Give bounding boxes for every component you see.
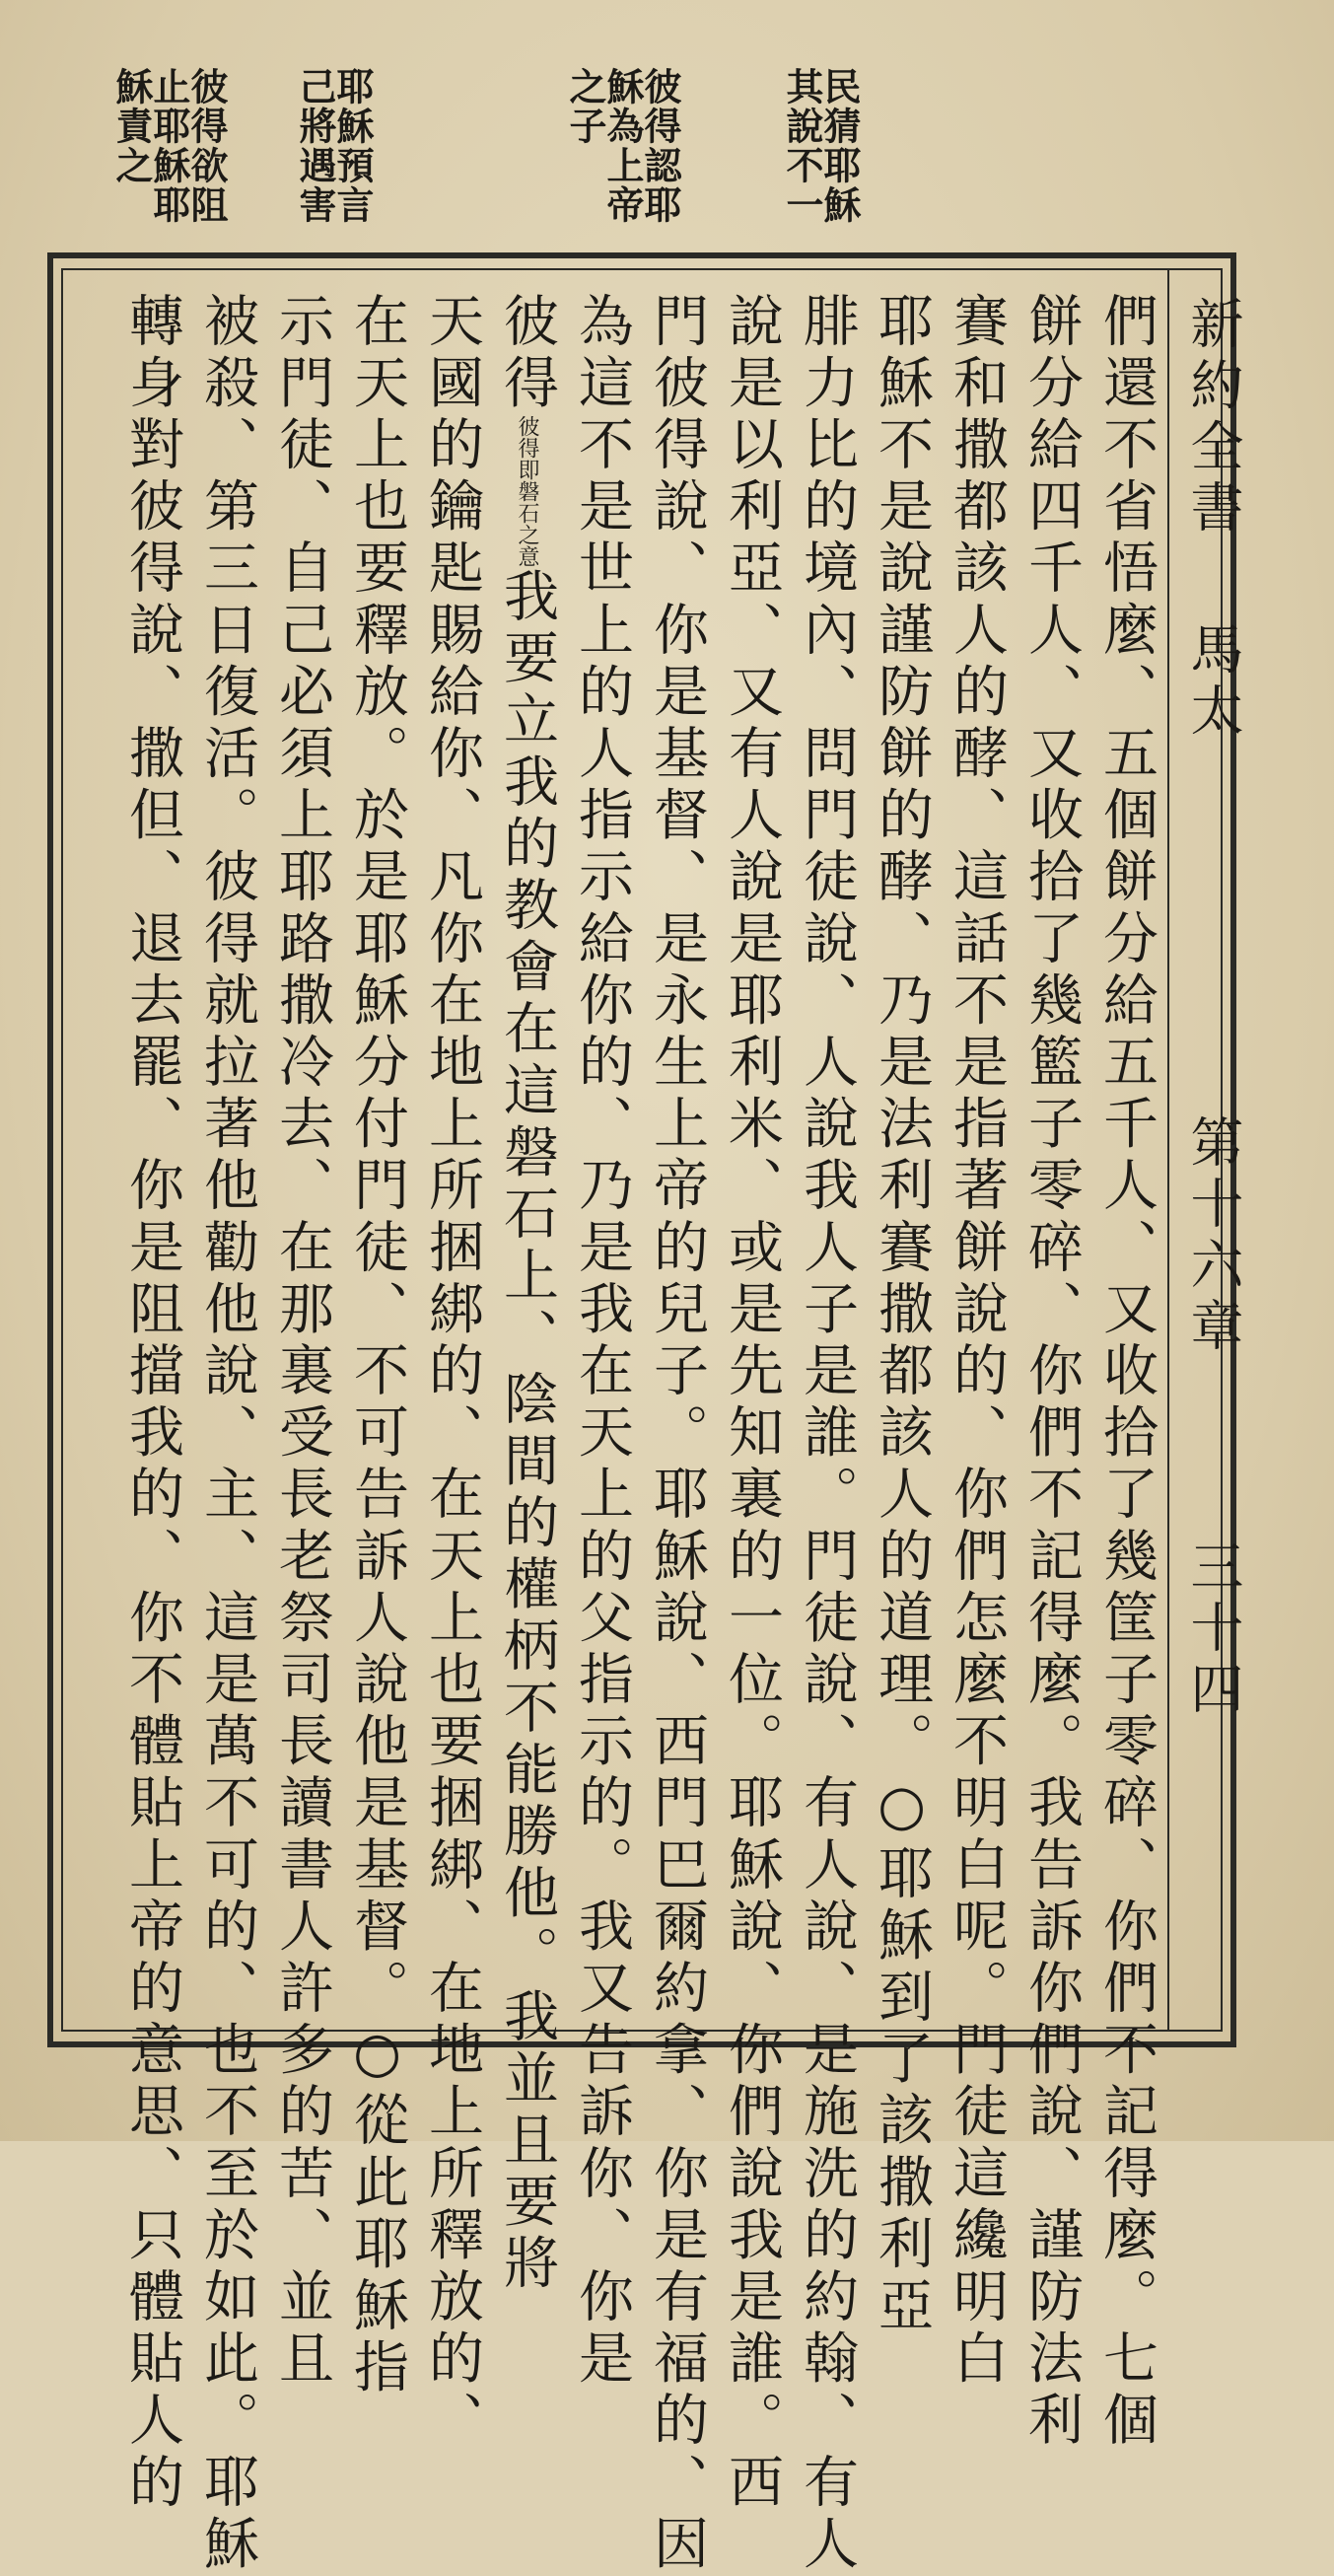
text-column-14: 轉身對彼得說、撒但、退去罷、你是阻擋我的、你不體貼上帝的意思、只體貼人的 xyxy=(120,292,184,2515)
column-9-part-1: 彼得 xyxy=(495,292,559,416)
text-column-13: 被殺、第三日復活。彼得就拉著他勸他說、主、這是萬不可的、也不至於如此。耶穌 xyxy=(195,292,259,2576)
text-column-12: 示門徒、自己必須上耶路撒冷去、在那裏受長老祭司長讀書人許多的苦、並且 xyxy=(270,292,334,2392)
text-column-4: 耶穌不是說謹防餅的酵、乃是法利賽撒都該人的道理。○耶穌到了該撒利亞 xyxy=(870,292,934,2338)
margin-note-4: 彼得欲阻 止耶穌耶 穌責之 xyxy=(109,67,229,225)
text-column-5: 腓力比的境內、問門徒說、人說我人子是誰。門徒說、有人說、是施洗的約翰、有人 xyxy=(795,292,859,2576)
margin-note-2: 彼得認耶 穌為上帝 之子 xyxy=(563,67,682,225)
text-column-3: 賽和撒都該人的酵、這話不是指著餅說的、你們怎麼不明白呢。門徒這纔明白 xyxy=(945,292,1009,2392)
text-column-11: 在天上也要釋放。於是耶穌分付門徒、不可告訴人說他是基督。○從此耶穌指 xyxy=(345,292,409,2400)
margin-note-3: 耶穌預言 己將遇害 xyxy=(293,67,375,225)
text-column-9 xyxy=(495,292,559,2297)
page-number: 三十四 xyxy=(1182,1538,1244,1722)
text-column-8: 為這不是世上的人指示給你的、乃是我在天上的父指示的。我又告訴你、你是 xyxy=(570,292,634,2392)
text-column-1: 們還不省悟麼、五個餅分給五千人、又收拾了幾筐子零碎、你們不記得麼。七個 xyxy=(1094,292,1158,2453)
column-9-part-2: 我要立我的教會在這磐石上、陰間的權柄不能勝他。我並且要將 xyxy=(495,567,559,2297)
book-title: 新約全書 xyxy=(1182,296,1244,540)
chapter-label: 第十六章 xyxy=(1182,1114,1244,1359)
margin-note-1: 民猜耶穌 其說不一 xyxy=(780,67,862,225)
text-column-2: 餅分給四千人、又收拾了幾籃子零碎、你們不記得麼。我告訴你們說、謹防法利 xyxy=(1019,292,1084,2453)
inline-note: 彼得即磐石之意 xyxy=(515,415,539,568)
header-divider xyxy=(1167,268,1169,2032)
gospel-name: 馬太 xyxy=(1182,621,1244,744)
text-column-6: 說是以利亞、又有人說是耶利米、或是先知裏的一位。耶穌說、你們說我是誰。西 xyxy=(720,292,784,2515)
text-column-10: 天國的鑰匙賜給你、凡你在地上所捆綁的、在天上也要捆綁、在地上所釋放的、 xyxy=(420,292,484,2453)
text-column-7: 門彼得說、你是基督、是永生上帝的兒子。耶穌說、西門巴爾約拿、你是有福的、因 xyxy=(645,292,709,2576)
